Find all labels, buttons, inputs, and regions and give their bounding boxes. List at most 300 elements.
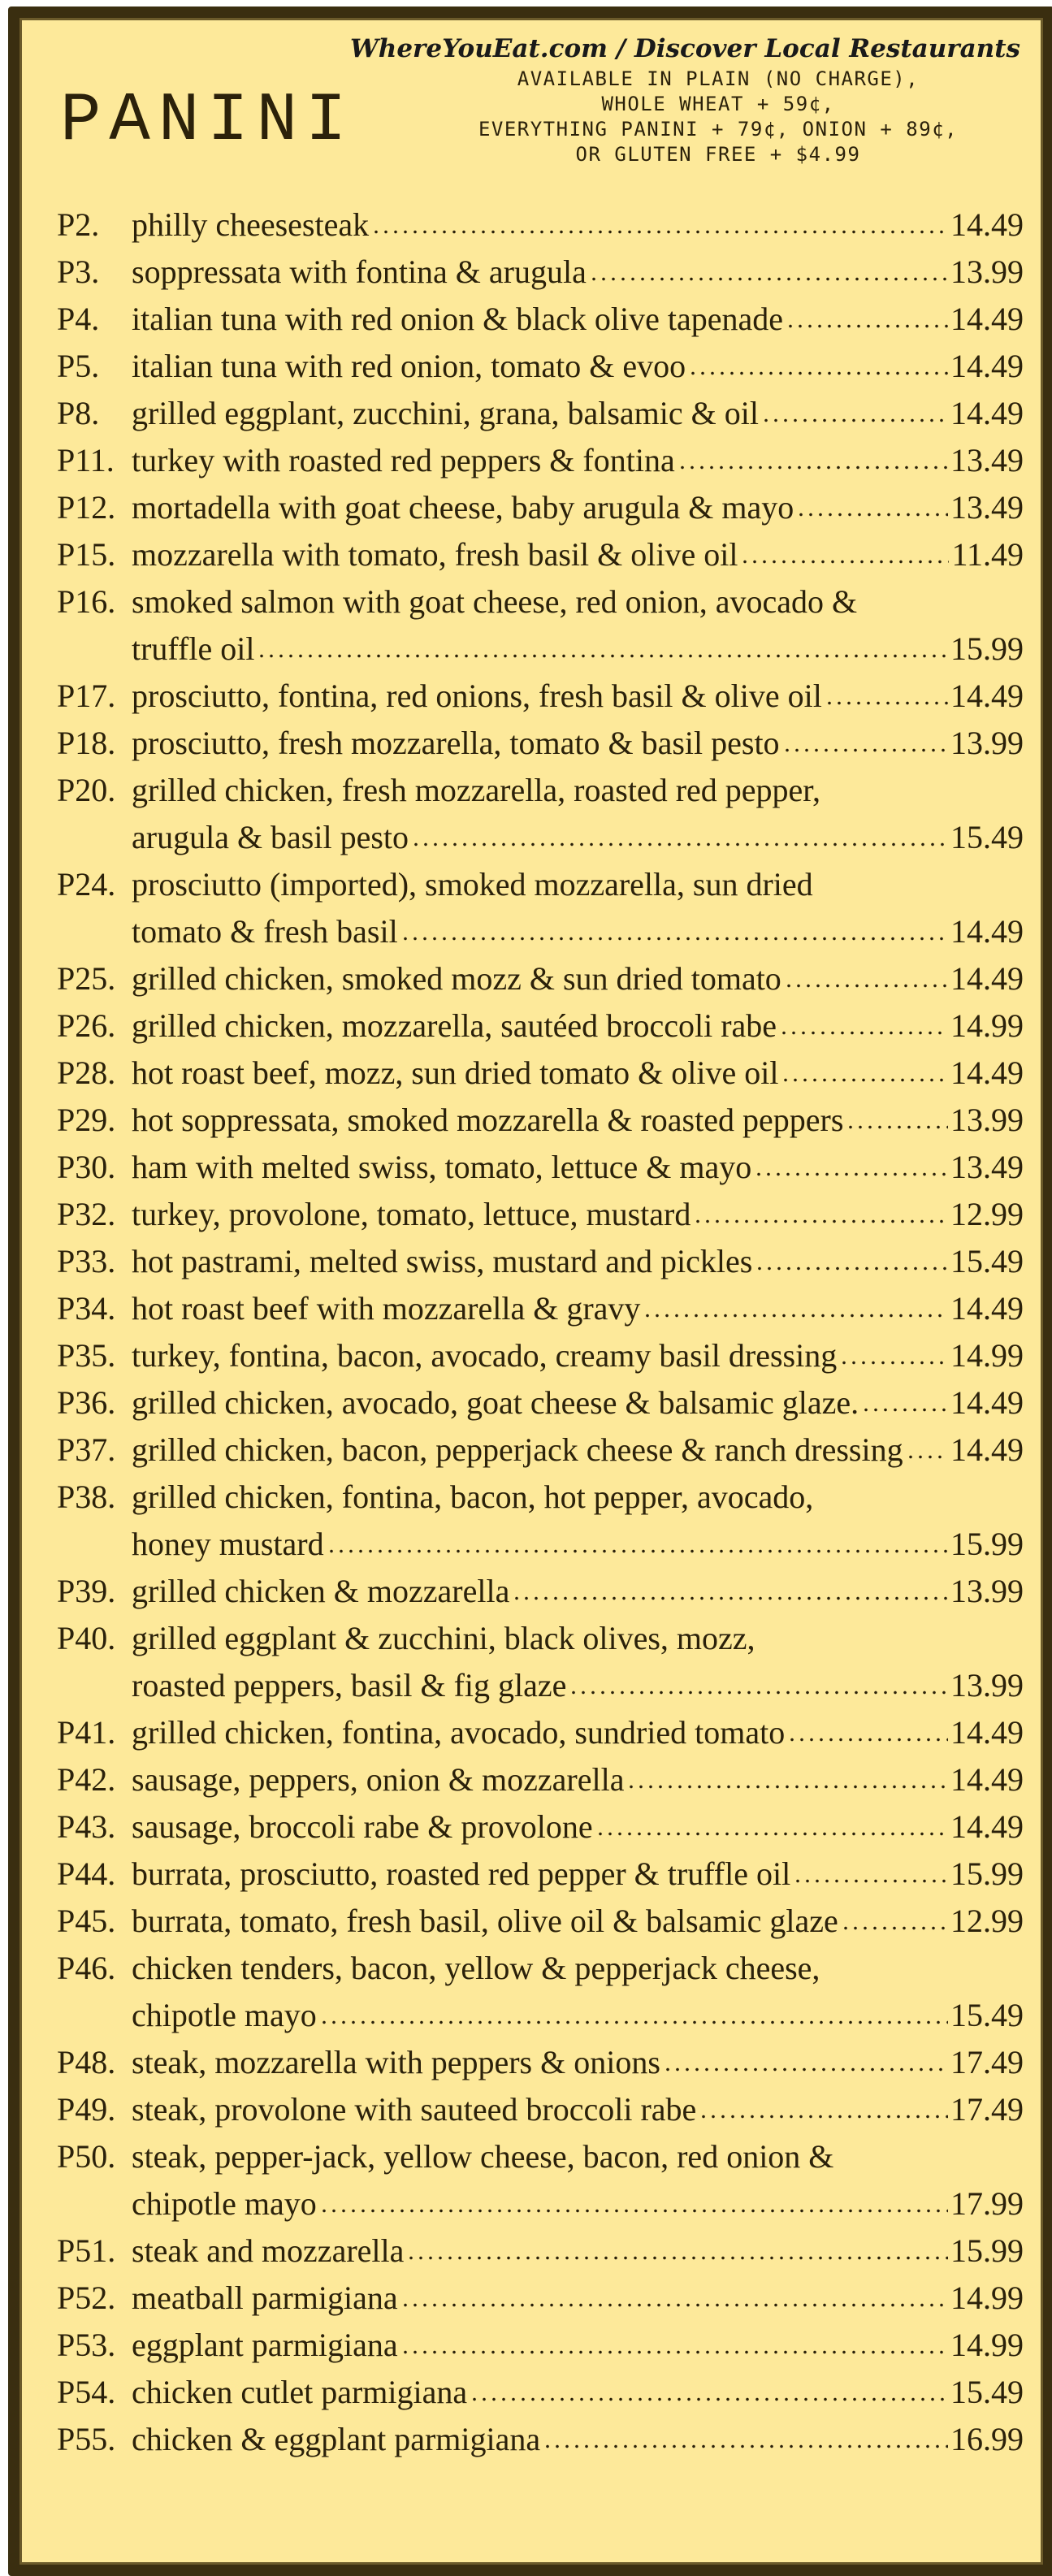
dot-leader	[779, 1028, 948, 1037]
item-body	[132, 2322, 1024, 2369]
item-code: P45.	[57, 1903, 116, 1939]
item-line	[132, 2275, 1024, 2322]
item-body	[132, 484, 1024, 531]
item-body	[132, 1238, 1024, 1285]
item-code: P29.	[57, 1102, 116, 1138]
item-body	[132, 2133, 1024, 2227]
dot-leader	[861, 1405, 948, 1414]
item-description: chipotle mayo	[132, 2185, 317, 2222]
item-line	[132, 626, 1024, 673]
dot-leader	[319, 2206, 948, 2214]
item-description: turkey with roasted red peppers & fontina	[132, 442, 675, 478]
item-body	[132, 249, 1024, 296]
item-body	[132, 1803, 1024, 1851]
item-code: P55.	[57, 2421, 116, 2457]
item-code: P30.	[57, 1149, 116, 1185]
dot-leader	[839, 1358, 948, 1366]
menu-item	[57, 2322, 1024, 2369]
item-line	[132, 1662, 1024, 1709]
dot-leader	[589, 275, 948, 283]
item-body	[132, 2275, 1024, 2322]
item-price: 13.49	[950, 1149, 1024, 1185]
item-price: 14.49	[950, 1761, 1024, 1798]
item-description: turkey, provolone, tomato, lettuce, mustard	[132, 1196, 691, 1232]
item-price: 13.99	[950, 253, 1024, 290]
item-code: P37.	[57, 1431, 116, 1468]
item-body	[132, 2416, 1024, 2463]
menu-item	[57, 673, 1024, 720]
item-code: P5.	[57, 348, 100, 384]
item-price: 15.99	[950, 2232, 1024, 2269]
dot-leader	[643, 1311, 948, 1319]
item-price: 17.99	[950, 2185, 1024, 2222]
item-code: P4.	[57, 301, 100, 337]
menu-item	[57, 1379, 1024, 1427]
note-line: WHOLE WHEAT + 59¢,	[601, 93, 835, 115]
item-body	[132, 1050, 1024, 1097]
item-price: 13.49	[950, 442, 1024, 478]
item-line	[132, 531, 1024, 578]
dot-leader	[543, 2442, 948, 2450]
item-body	[132, 720, 1024, 767]
item-price: 16.99	[950, 2421, 1024, 2457]
item-description: chicken & eggplant parmigiana	[132, 2421, 541, 2457]
item-price: 15.99	[950, 1526, 1024, 1562]
item-description: eggplant parmigiana	[132, 2327, 398, 2363]
menu-item	[57, 437, 1024, 484]
menu-item	[57, 1945, 1024, 2039]
dot-leader	[400, 2348, 948, 2356]
item-line	[132, 1992, 1024, 2039]
menu-item	[57, 1427, 1024, 1474]
item-price: 13.99	[950, 1667, 1024, 1704]
item-line	[132, 673, 1024, 720]
menu-item	[57, 2416, 1024, 2463]
panini-menu-list	[57, 201, 1024, 2463]
item-price: 15.49	[950, 1243, 1024, 1279]
item-line	[132, 1898, 1024, 1945]
menu-item	[57, 1191, 1024, 1238]
item-body	[132, 1191, 1024, 1238]
item-body	[132, 1709, 1024, 1756]
menu-item	[57, 2369, 1024, 2416]
item-price: 15.49	[950, 819, 1024, 855]
dot-leader	[406, 2253, 948, 2262]
item-code: P44.	[57, 1855, 116, 1892]
item-code: P32.	[57, 1196, 116, 1232]
item-description: hot pastrami, melted swiss, mustard and pickles	[132, 1243, 753, 1279]
item-line	[132, 1332, 1024, 1379]
item-line	[132, 1803, 1024, 1851]
menu-page	[8, 6, 1052, 2576]
item-body	[132, 437, 1024, 484]
item-code: P26.	[57, 1007, 116, 1044]
item-line	[132, 1427, 1024, 1474]
item-code: P39.	[57, 1573, 116, 1609]
item-line	[132, 2369, 1024, 2416]
item-line	[132, 2133, 1024, 2180]
item-description: grilled eggplant & zucchini, black olives, mozz,	[132, 1620, 755, 1656]
item-price: 14.49	[950, 1054, 1024, 1091]
item-price: 14.49	[950, 348, 1024, 384]
item-body	[132, 2369, 1024, 2416]
item-line	[132, 2180, 1024, 2227]
item-price: 14.49	[950, 960, 1024, 997]
item-price: 14.99	[950, 1337, 1024, 1374]
menu-item	[57, 2086, 1024, 2133]
item-body	[132, 1379, 1024, 1427]
item-description: hot soppressata, smoked mozzarella & roasted peppers	[132, 1102, 844, 1138]
item-body	[132, 1756, 1024, 1803]
menu-item	[57, 1756, 1024, 1803]
dot-leader	[796, 510, 948, 518]
item-price: 14.99	[950, 1007, 1024, 1044]
item-description: meatball parmigiana	[132, 2279, 398, 2316]
menu-item	[57, 1851, 1024, 1898]
menu-item	[57, 1332, 1024, 1379]
bread-options-note	[401, 67, 1035, 167]
item-line	[132, 2416, 1024, 2463]
item-body	[132, 1898, 1024, 1945]
item-price: 15.49	[950, 2374, 1024, 2410]
item-line	[132, 767, 1024, 814]
item-line	[132, 1144, 1024, 1191]
item-body	[132, 1851, 1024, 1898]
menu-item	[57, 1285, 1024, 1332]
item-line	[132, 1474, 1024, 1521]
item-body	[132, 1615, 1024, 1709]
item-body	[132, 1474, 1024, 1568]
menu-item	[57, 1050, 1024, 1097]
item-line	[132, 1191, 1024, 1238]
item-code: P53.	[57, 2327, 116, 2363]
item-description: hot roast beef with mozzarella & gravy	[132, 1290, 641, 1327]
menu-item	[57, 343, 1024, 390]
item-line	[132, 578, 1024, 626]
item-description: grilled chicken, fontina, avocado, sundried tomato	[132, 1714, 786, 1751]
item-body	[132, 343, 1024, 390]
item-code: P48.	[57, 2044, 116, 2080]
item-code: P15.	[57, 536, 116, 573]
dot-leader	[693, 1217, 948, 1225]
item-description: grilled chicken, fontina, bacon, hot pepper, avocado,	[132, 1478, 814, 1515]
item-description: chipotle mayo	[132, 1997, 317, 2033]
item-price: 14.49	[950, 301, 1024, 337]
dot-leader	[688, 369, 948, 377]
menu-item	[57, 2227, 1024, 2275]
item-body	[132, 767, 1024, 861]
item-body	[132, 531, 1024, 578]
item-code: P46.	[57, 1950, 116, 1986]
item-line	[132, 201, 1024, 249]
dot-leader	[400, 934, 948, 942]
item-description: soppressata with fontina & arugula	[132, 253, 587, 290]
menu-item	[57, 1803, 1024, 1851]
item-code: P43.	[57, 1808, 116, 1845]
menu-item	[57, 767, 1024, 861]
item-description: sausage, peppers, onion & mozzarella	[132, 1761, 625, 1798]
item-body	[132, 1144, 1024, 1191]
item-line	[132, 1521, 1024, 1568]
item-price: 11.49	[951, 536, 1024, 573]
page-title: PANINI	[60, 83, 355, 160]
menu-item	[57, 1615, 1024, 1709]
item-body	[132, 201, 1024, 249]
item-description: steak, provolone with sauteed broccoli rabe	[132, 2091, 697, 2128]
item-description: grilled chicken, bacon, pepperjack cheese & ranch dressing	[132, 1431, 903, 1468]
item-code: P41.	[57, 1714, 116, 1751]
dot-leader	[327, 1547, 948, 1555]
item-body	[132, 1002, 1024, 1050]
item-price: 13.99	[950, 1102, 1024, 1138]
item-body	[132, 955, 1024, 1002]
item-description: honey mustard	[132, 1526, 324, 1562]
menu-item	[57, 1002, 1024, 1050]
menu-item	[57, 2275, 1024, 2322]
note-line: AVAILABLE IN PLAIN (NO CHARGE),	[517, 67, 920, 90]
menu-item	[57, 720, 1024, 767]
item-code: P33.	[57, 1243, 116, 1279]
dot-leader	[400, 2301, 948, 2309]
item-price: 13.99	[950, 1573, 1024, 1609]
item-description: hot roast beef, mozz, sun dried tomato & olive oil	[132, 1054, 779, 1091]
menu-item	[57, 1144, 1024, 1191]
item-price: 14.49	[950, 1431, 1024, 1468]
menu-item	[57, 249, 1024, 296]
item-line	[132, 1097, 1024, 1144]
item-line	[132, 2322, 1024, 2369]
dot-leader	[754, 1170, 948, 1178]
item-line	[132, 1709, 1024, 1756]
dot-leader	[755, 1264, 948, 1272]
item-description: prosciutto, fresh mozzarella, tomato & basil pesto	[132, 725, 780, 761]
item-price: 14.99	[950, 2279, 1024, 2316]
menu-item	[57, 531, 1024, 578]
item-body	[132, 1332, 1024, 1379]
item-line	[132, 1945, 1024, 1992]
item-description: grilled chicken, avocado, goat cheese & balsamic glaze.	[132, 1384, 859, 1421]
item-line	[132, 861, 1024, 908]
item-description: turkey, fontina, bacon, avocado, creamy basil dressing	[132, 1337, 838, 1374]
item-description: philly cheesesteak	[132, 206, 370, 243]
item-description: sausage, broccoli rabe & provolone	[132, 1808, 593, 1845]
item-code: P12.	[57, 489, 116, 526]
item-code: P38.	[57, 1478, 116, 1515]
item-line	[132, 1851, 1024, 1898]
item-price: 17.49	[950, 2091, 1024, 2128]
menu-item	[57, 578, 1024, 673]
item-code: P35.	[57, 1337, 116, 1374]
item-price: 14.49	[950, 1714, 1024, 1751]
item-price: 15.99	[950, 630, 1024, 667]
item-code: P8.	[57, 395, 100, 431]
item-line	[132, 343, 1024, 390]
menu-item	[57, 296, 1024, 343]
dot-leader	[411, 840, 948, 848]
item-body	[132, 1568, 1024, 1615]
menu-item	[57, 1898, 1024, 1945]
item-price: 14.49	[950, 678, 1024, 714]
dot-leader	[846, 1123, 948, 1131]
dot-leader	[257, 652, 948, 660]
item-body	[132, 578, 1024, 673]
item-description: mortadella with goat cheese, baby arugula & mayo	[132, 489, 794, 526]
menu-item	[57, 484, 1024, 531]
item-line	[132, 390, 1024, 437]
item-description: grilled chicken, mozzarella, sautéed broccoli rabe	[132, 1007, 777, 1044]
item-price: 14.49	[950, 1808, 1024, 1845]
dot-leader	[595, 1829, 948, 1838]
item-code: P40.	[57, 1620, 116, 1656]
item-code: P18.	[57, 725, 116, 761]
item-description: italian tuna with red onion, tomato & evoo	[132, 348, 686, 384]
dot-leader	[782, 746, 948, 754]
menu-item	[57, 1568, 1024, 1615]
item-code: P54.	[57, 2374, 116, 2410]
item-code: P49.	[57, 2091, 116, 2128]
item-body	[132, 673, 1024, 720]
menu-item	[57, 201, 1024, 249]
item-description: steak, mozzarella with peppers & onions	[132, 2044, 660, 2080]
menu-item	[57, 955, 1024, 1002]
item-body	[132, 1945, 1024, 2039]
item-description: tomato & fresh basil	[132, 913, 398, 950]
item-price: 14.49	[950, 1384, 1024, 1421]
item-line	[132, 814, 1024, 861]
item-description: prosciutto (imported), smoked mozzarella, sun dried	[132, 866, 813, 903]
item-line	[132, 249, 1024, 296]
item-line	[132, 1615, 1024, 1662]
item-price: 12.99	[950, 1196, 1024, 1232]
menu-item	[57, 2039, 1024, 2086]
item-description: chicken cutlet parmigiana	[132, 2374, 468, 2410]
dot-leader	[678, 463, 948, 471]
item-line	[132, 720, 1024, 767]
item-line	[132, 1050, 1024, 1097]
item-code: P36.	[57, 1384, 116, 1421]
item-code: P28.	[57, 1054, 116, 1091]
item-description: ham with melted swiss, tomato, lettuce & mayo	[132, 1149, 752, 1185]
item-description: italian tuna with red onion & black olive tapenade	[132, 301, 783, 337]
dot-leader	[569, 1688, 948, 1696]
item-line	[132, 1756, 1024, 1803]
item-code: P3.	[57, 253, 100, 290]
item-description: roasted peppers, basil & fig glaze	[132, 1667, 567, 1704]
item-code: P20.	[57, 772, 116, 808]
item-description: grilled eggplant, zucchini, grana, balsamic & oil	[132, 395, 759, 431]
item-description: smoked salmon with goat cheese, red onion, avocado &	[132, 583, 858, 620]
item-price: 17.49	[950, 2044, 1024, 2080]
dot-leader	[626, 1782, 948, 1790]
dot-leader	[784, 981, 948, 989]
item-description: arugula & basil pesto	[132, 819, 409, 855]
item-description: steak, pepper-jack, yellow cheese, bacon, red onion &	[132, 2138, 834, 2175]
menu-item	[57, 2133, 1024, 2227]
item-line	[132, 1238, 1024, 1285]
item-description: burrata, prosciutto, roasted red pepper & truffle oil	[132, 1855, 791, 1892]
item-price: 14.49	[950, 206, 1024, 243]
watermark: WhereYouEat.com / Discover Local Restaurants	[349, 34, 1020, 63]
dot-leader	[512, 1594, 948, 1602]
dot-leader	[793, 1877, 948, 1885]
item-code: P11.	[57, 442, 115, 478]
item-description: grilled chicken, fresh mozzarella, roasted red pepper,	[132, 772, 820, 808]
dot-leader	[470, 2395, 948, 2403]
item-body	[132, 1285, 1024, 1332]
item-description: prosciutto, fontina, red onions, fresh basil & olive oil	[132, 678, 822, 714]
note-line: EVERYTHING PANINI + 79¢, ONION + 89¢,	[478, 118, 959, 141]
item-price: 13.49	[950, 489, 1024, 526]
item-price: 14.99	[950, 2327, 1024, 2363]
item-code: P17.	[57, 678, 116, 714]
item-body	[132, 861, 1024, 955]
dot-leader	[825, 699, 948, 707]
item-body	[132, 2227, 1024, 2275]
menu-item	[57, 1097, 1024, 1144]
dot-leader	[761, 416, 948, 424]
menu-item	[57, 1238, 1024, 1285]
item-price: 15.99	[950, 1855, 1024, 1892]
item-body	[132, 2086, 1024, 2133]
item-description: grilled chicken, smoked mozz & sun dried tomato	[132, 960, 781, 997]
item-price: 15.49	[950, 1997, 1024, 2033]
item-body	[132, 2039, 1024, 2086]
item-description: steak and mozzarella	[132, 2232, 405, 2269]
item-price: 13.99	[950, 725, 1024, 761]
menu-item	[57, 861, 1024, 955]
item-line	[132, 484, 1024, 531]
item-description: mozzarella with tomato, fresh basil & olive oil	[132, 536, 738, 573]
item-line	[132, 2086, 1024, 2133]
item-body	[132, 296, 1024, 343]
item-description: burrata, tomato, fresh basil, olive oil & balsamic glaze	[132, 1903, 838, 1939]
dot-leader	[841, 1924, 948, 1932]
item-code: P51.	[57, 2232, 116, 2269]
item-body	[132, 1427, 1024, 1474]
item-code: P2.	[57, 206, 100, 243]
menu-item	[57, 390, 1024, 437]
note-line: OR GLUTEN FREE + $4.99	[575, 143, 861, 166]
dot-leader	[781, 1076, 948, 1084]
dot-leader	[786, 322, 948, 330]
dot-leader	[371, 227, 948, 236]
item-price: 14.49	[950, 395, 1024, 431]
item-price: 14.49	[950, 1290, 1024, 1327]
item-price: 14.49	[950, 913, 1024, 950]
item-price: 12.99	[950, 1903, 1024, 1939]
dot-leader	[787, 1735, 948, 1743]
item-line	[132, 955, 1024, 1002]
item-line	[132, 1568, 1024, 1615]
item-body	[132, 1097, 1024, 1144]
item-description: truffle oil	[132, 630, 255, 667]
dot-leader	[740, 557, 949, 565]
dot-leader	[663, 2065, 948, 2073]
item-line	[132, 1379, 1024, 1427]
item-code: P16.	[57, 583, 116, 620]
item-line	[132, 2039, 1024, 2086]
dot-leader	[319, 2018, 948, 2026]
item-code: P25.	[57, 960, 116, 997]
item-code: P24.	[57, 866, 116, 903]
item-line	[132, 2227, 1024, 2275]
item-code: P34.	[57, 1290, 116, 1327]
item-body	[132, 390, 1024, 437]
item-line	[132, 908, 1024, 955]
menu-item	[57, 1474, 1024, 1568]
dot-leader	[699, 2112, 948, 2120]
item-line	[132, 1002, 1024, 1050]
